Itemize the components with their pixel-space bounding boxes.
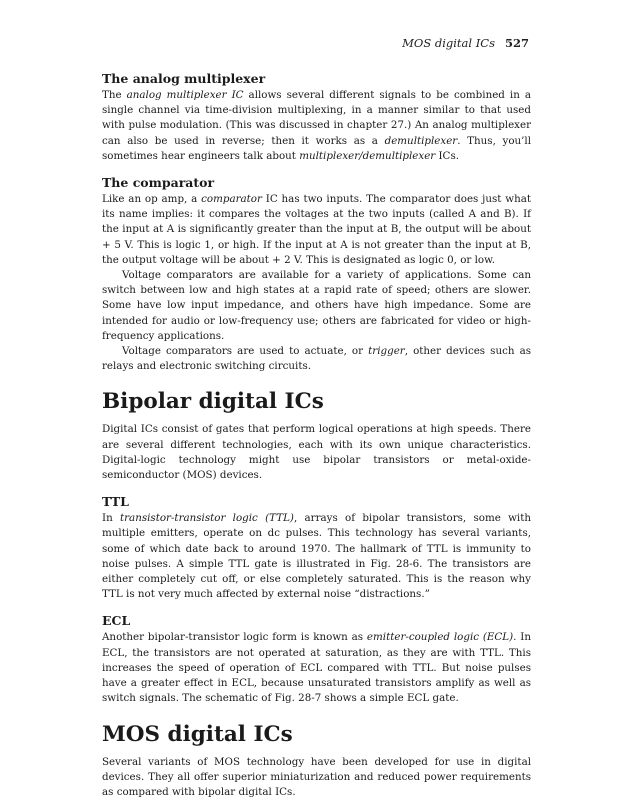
page-body (102, 70, 531, 800)
paragraph-comparator-2: Voltage comparators are available for a variety of applications. Some can switch between low and high states at a rapid rate of speed; others are slower. Some have low input impedance, and others have high impedance. Some are intended for audio or low-frequency use; others are fabricated for video or high-frequency applications. (102, 269, 531, 342)
text-run: Like an op amp, a (102, 193, 202, 206)
text-run: Voltage comparators are used to actuate, or (122, 345, 369, 358)
text-run: IC has two inputs. The comparator does just what its name implies: it compares the voltages at the two inputs (called A and B). If the input at A is significantly greater than the input at B, the output will be about + 5 V. This is logic 1, or high. If the input at A is not greater than the input at B, the output voltage will be about + 2 V. This is designated as logic 0, or low. (102, 193, 531, 266)
paragraph-ttl (102, 511, 531, 602)
paragraph-ecl (102, 630, 531, 706)
text-run: In (102, 512, 120, 525)
paragraph-mos: Several variants of MOS technology have been developed for use in digital devices. They all offer superior miniaturization and reduced power requirements as compared with bipolar digital ICs. (102, 755, 531, 798)
chapter-section-heading-mos: MOS digital ICs (102, 721, 293, 747)
text-run: In ECL, the transistors are not operated at saturation, as they are with TTL. This increases the speed of operation of ECL compared with TTL. But noise pulses have a greater effect in ECL, because unsaturated transistors amplify as well as switch signals. The schematic of Fig. 28-7 shows a simple ECL gate. (102, 631, 532, 705)
paragraph-analog-multiplexer (102, 88, 531, 164)
italic-term: comparator (201, 193, 262, 206)
italic-term: trigger (368, 345, 405, 358)
italic-term: demultiplexer (384, 134, 458, 147)
section-heading-ecl: ECL (102, 613, 131, 629)
paragraph-bipolar: Digital ICs consist of gates that perform logical operations at high speeds. There are several different technologies, each with its own unique characteristics. Digital-logic technology might use bipolar transistors or metal-oxide-semiconductor (MOS) devices. (102, 423, 531, 482)
text-run: Another bipolar-transistor logic form is known as (102, 631, 367, 644)
text-run: ICs. (435, 149, 459, 162)
running-header (402, 36, 529, 50)
section-heading-analog-multiplexer: The analog multiplexer (102, 71, 266, 86)
chapter-section-heading-bipolar: Bipolar digital ICs (102, 389, 324, 415)
italic-term: emitter-coupled logic (ECL). (366, 631, 517, 644)
running-title: MOS digital ICs (402, 36, 495, 50)
paragraph-comparator-1 (102, 192, 531, 268)
section-heading-comparator: The comparator (102, 175, 215, 191)
text-run: , arrays of bipolar transistors, some with multiple emitters, operate on dc pulses. This technology has several variants, some of which date back to around 1970. The hallmark of TTL is immunity to noise pulses. A simple TTL gate is illustrated in Fig. 28-6. The transistors are either completely cut off, or else completely saturated. This is the reason why TTL is not very much affected by external noise “distractions.” (102, 512, 531, 601)
text-run: , other devices such as relays and electronic switching circuits. (102, 345, 531, 373)
paragraph-comparator-3 (102, 344, 531, 374)
text-run: allows several different signals to be combined in a single channel via time-division multiplexing, in a manner similar to that used with pulse modulation. (This was discussed in chapter 27.) An analog multiplexer can also be used in reverse; then it works as a (102, 89, 531, 147)
section-heading-ttl: TTL (102, 494, 129, 510)
italic-term: transistor-transistor logic (TTL) (120, 512, 294, 525)
text-run: . Thus, you’ll sometimes hear engineers talk about (102, 134, 532, 162)
italic-term: analog multiplexer IC (126, 89, 244, 101)
page-number: 527 (504, 36, 529, 50)
italic-term: multiplexer/demultiplexer (299, 149, 436, 162)
text-run: The (102, 89, 127, 101)
